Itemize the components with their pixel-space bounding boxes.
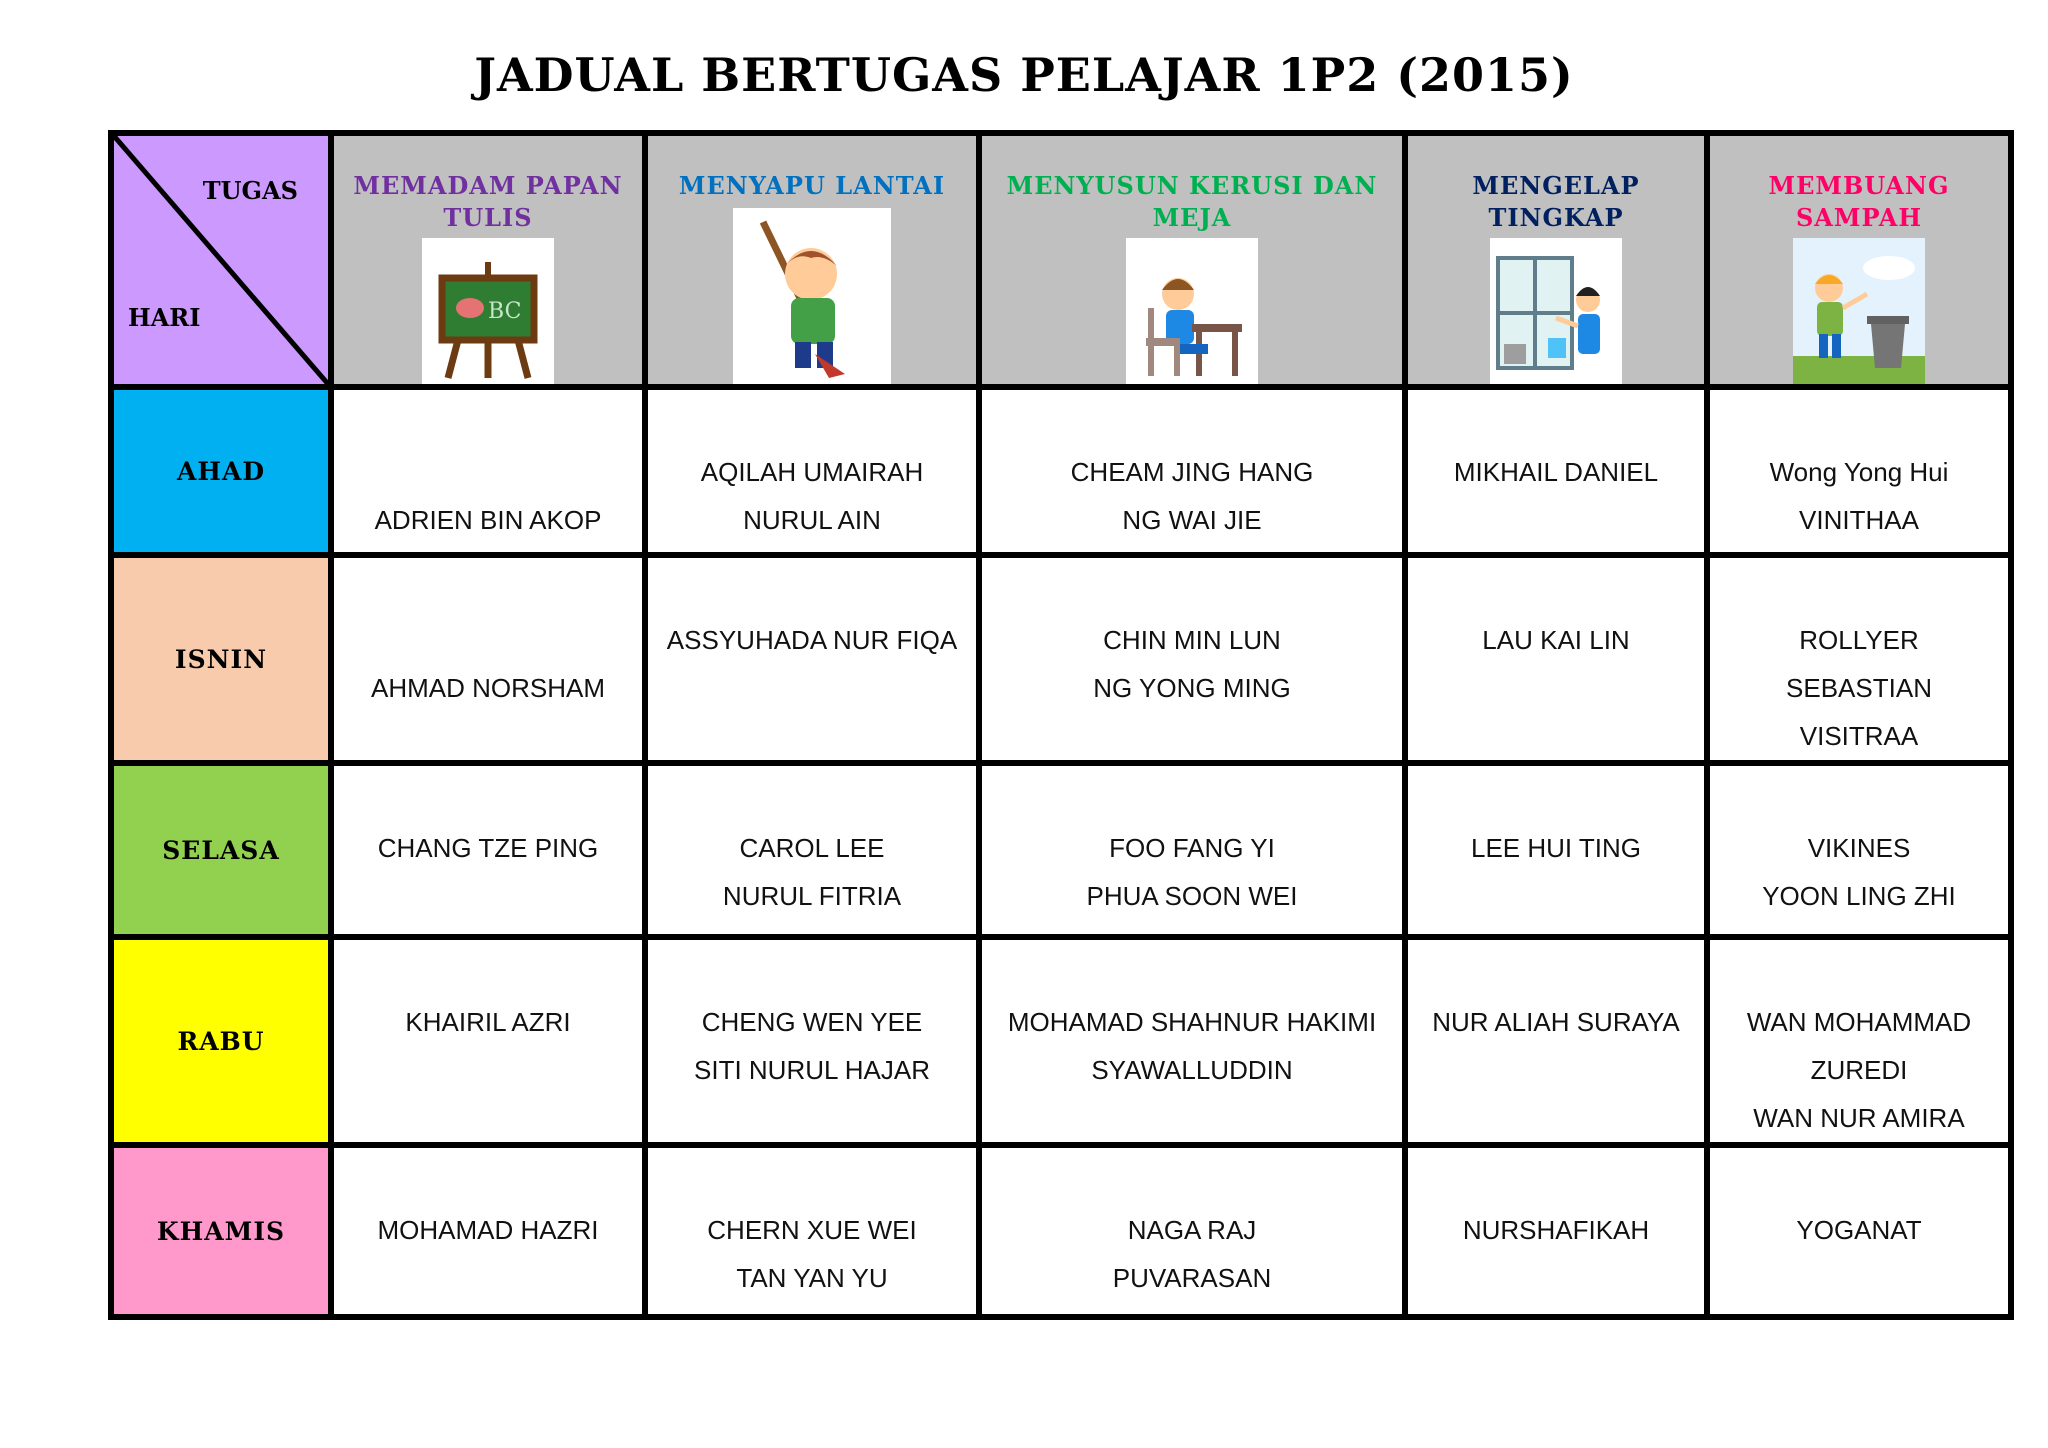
duty-cell	[979, 763, 1405, 937]
student-name: SYAWALLUDDIN	[1091, 1055, 1293, 1085]
duty-cell	[1405, 387, 1707, 555]
duty-cell	[331, 387, 645, 555]
duty-cell	[1707, 937, 2011, 1145]
day-label: RABU	[111, 937, 331, 1145]
student-list	[1710, 558, 2008, 760]
task-header-memadam	[331, 133, 645, 387]
duty-cell	[645, 1145, 979, 1317]
student-list	[1408, 558, 1704, 664]
student-list	[648, 390, 976, 544]
task-header-row	[111, 133, 2011, 387]
student-name: TAN YAN YU	[736, 1263, 888, 1293]
duty-cell	[1405, 763, 1707, 937]
task-label: MENYUSUN KERUSI DAN MEJA	[1006, 171, 1378, 232]
duty-cell	[331, 763, 645, 937]
task-header-menyapu	[645, 133, 979, 387]
task-header-menyusun	[979, 133, 1405, 387]
duty-cell	[979, 555, 1405, 763]
day-label: ISNIN	[111, 555, 331, 763]
student-name: VIKINES	[1807, 833, 1911, 863]
day-label: AHAD	[111, 387, 331, 555]
student-name: MOHAMAD SHAHNUR HAKIMI	[1007, 1007, 1377, 1037]
student-list	[982, 940, 1402, 1094]
student-name: VINITHAA	[1799, 505, 1919, 535]
sweeping-boy-icon	[733, 208, 891, 384]
student-name: CHENG WEN YEE	[701, 1007, 923, 1037]
student-list	[982, 558, 1402, 712]
student-name: LEE HUI TING	[1470, 833, 1641, 863]
student-name: AQILAH UMAIRAH	[700, 457, 924, 487]
student-name: ASSYUHADA NUR FIQA	[666, 625, 958, 655]
task-label: MENYAPU LANTAI	[678, 171, 946, 200]
duty-cell	[331, 1145, 645, 1317]
student-list	[334, 766, 642, 872]
student-name: CHEAM JING HANG	[1070, 457, 1314, 487]
student-name: VISITRAA	[1799, 721, 1919, 751]
student-list	[1710, 390, 2008, 544]
student-list	[982, 390, 1402, 544]
task-label: MEMADAM PAPAN TULIS	[353, 171, 623, 232]
student-list	[1710, 1148, 2008, 1254]
day-row-isnin	[111, 555, 2011, 763]
student-list	[334, 1148, 642, 1254]
student-list	[648, 940, 976, 1094]
student-list	[648, 1148, 976, 1302]
student-name: WAN MOHAMMAD	[1746, 1007, 1972, 1037]
student-name: SEBASTIAN	[1786, 673, 1932, 703]
student-name: ROLLYER	[1799, 625, 1919, 655]
chair-desk-icon	[1126, 238, 1258, 384]
student-name: KHAIRIL AZRI	[405, 1007, 571, 1037]
student-list	[648, 766, 976, 920]
duty-cell	[645, 763, 979, 937]
task-header-mengelap	[1405, 133, 1707, 387]
duty-cell	[1707, 555, 2011, 763]
student-name: YOGANAT	[1796, 1215, 1922, 1245]
student-name: LAU KAI LIN	[1482, 625, 1630, 655]
student-name: NURUL FITRIA	[722, 881, 902, 911]
student-name: ZUREDI	[1810, 1055, 1908, 1085]
student-name: MOHAMAD HAZRI	[377, 1215, 599, 1245]
day-row-rabu	[111, 937, 2011, 1145]
svg-text:BC: BC	[488, 299, 522, 324]
student-list	[1710, 766, 2008, 920]
chalkboard-icon	[422, 238, 554, 384]
student-name: NG WAI JIE	[1122, 505, 1262, 535]
student-name: NURSHAFIKAH	[1462, 1215, 1650, 1245]
duty-cell	[1405, 937, 1707, 1145]
student-list	[334, 558, 642, 712]
day-row-khamis	[111, 1145, 2011, 1317]
student-list	[1408, 1148, 1704, 1254]
student-name: ADRIEN BIN AKOP	[374, 505, 602, 535]
task-label: MENGELAP TINGKAP	[1472, 171, 1640, 232]
student-list	[1710, 940, 2008, 1142]
duty-cell	[331, 555, 645, 763]
duty-cell	[645, 555, 979, 763]
duty-cell	[1405, 1145, 1707, 1317]
student-name: YOON LING ZHI	[1762, 881, 1956, 911]
student-list	[334, 390, 642, 544]
duty-cell	[979, 937, 1405, 1145]
day-row-selasa	[111, 763, 2011, 937]
day-label: KHAMIS	[111, 1145, 331, 1317]
student-name	[334, 616, 642, 664]
student-list	[1408, 766, 1704, 872]
student-name: CAROL LEE	[739, 833, 885, 863]
student-name: MIKHAIL DANIEL	[1453, 457, 1659, 487]
duty-cell	[1405, 555, 1707, 763]
student-name: AHMAD NORSHAM	[370, 673, 605, 703]
window-cleaning-icon	[1490, 238, 1622, 384]
student-list	[982, 1148, 1402, 1302]
student-name: CHANG TZE PING	[377, 833, 599, 863]
duty-cell	[645, 937, 979, 1145]
student-name: PHUA SOON WEI	[1086, 881, 1298, 911]
student-name: CHIN MIN LUN	[1103, 625, 1281, 655]
duty-cell	[1707, 763, 2011, 937]
student-name: NUR ALIAH SURAYA	[1432, 1007, 1680, 1037]
student-list	[982, 766, 1402, 920]
student-list	[648, 558, 976, 664]
student-name: WAN NUR AMIRA	[1753, 1103, 1965, 1133]
student-name: FOO FANG YI	[1109, 833, 1275, 863]
student-list	[1408, 390, 1704, 496]
duty-cell	[1707, 387, 2011, 555]
page-title: JADUAL BERTUGAS PELAJAR 1P2 (2015)	[474, 48, 1574, 102]
student-list	[1408, 940, 1704, 1046]
task-header-membuang	[1707, 133, 2011, 387]
student-name: SITI NURUL HAJAR	[694, 1055, 930, 1085]
student-name: NAGA RAJ	[1127, 1215, 1257, 1245]
student-name: CHERN XUE WEI	[707, 1215, 917, 1245]
duty-cell	[979, 387, 1405, 555]
day-row-ahad	[111, 387, 2011, 555]
day-label: SELASA	[111, 763, 331, 937]
student-name: Wong Yong Hui	[1769, 457, 1949, 487]
duty-cell	[331, 937, 645, 1145]
diagonal-divider	[114, 136, 328, 384]
duty-cell	[645, 387, 979, 555]
tugas-label: TUGAS	[202, 176, 298, 205]
corner-header	[111, 133, 331, 387]
trash-bin-icon	[1793, 238, 1925, 384]
duty-cell	[1707, 1145, 2011, 1317]
student-name: PUVARASAN	[1112, 1263, 1272, 1293]
student-name: NG YONG MING	[1093, 673, 1291, 703]
student-name: NURUL AIN	[743, 505, 881, 535]
duty-cell	[979, 1145, 1405, 1317]
task-label: MEMBUANG SAMPAH	[1768, 171, 1950, 232]
duty-roster-table	[108, 130, 2014, 1320]
student-list	[334, 940, 642, 1046]
hari-label: HARI	[128, 303, 201, 332]
student-name	[334, 448, 642, 496]
